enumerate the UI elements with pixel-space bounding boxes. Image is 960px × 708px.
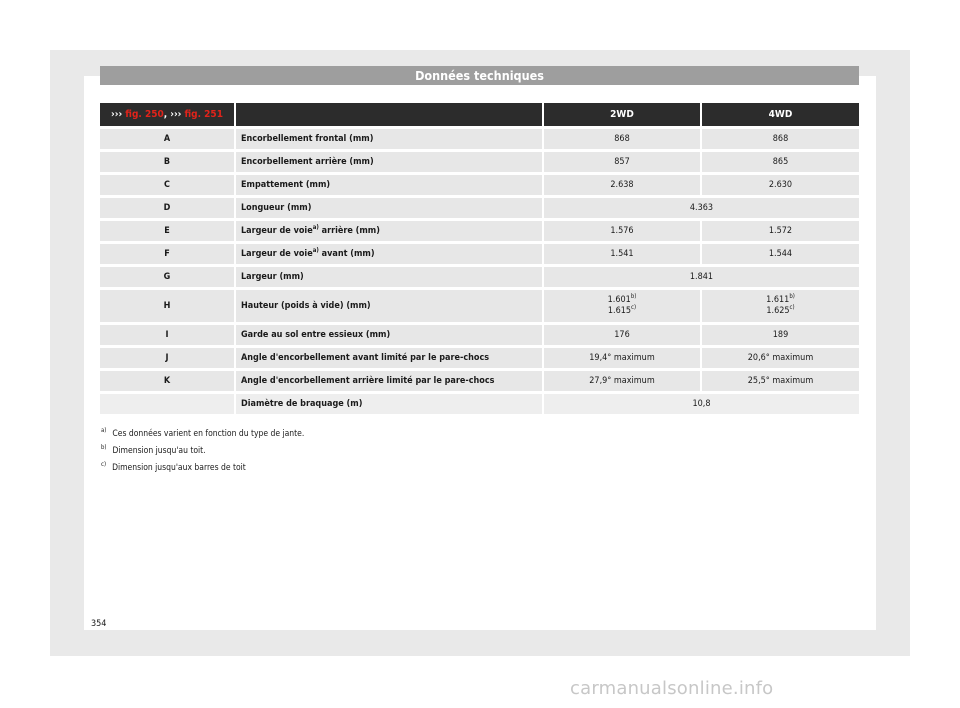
- row-id: J: [100, 348, 234, 368]
- footnote-mark: b): [101, 444, 107, 451]
- row-id: A: [100, 129, 234, 149]
- table-row: [100, 129, 859, 149]
- row-label: Angle d'encorbellement avant limité par le pare-chocs: [234, 348, 542, 368]
- row-label: Hauteur (poids à vide) (mm): [234, 290, 542, 322]
- row-label: Angle d'encorbellement arrière limité par le pare-chocs: [234, 371, 542, 391]
- row-id: G: [100, 267, 234, 287]
- row-id: I: [100, 325, 234, 345]
- table-row: [100, 267, 859, 287]
- fig-250-link[interactable]: fig. 250: [125, 109, 164, 120]
- footnote-mark: a): [101, 427, 107, 434]
- figure-references-header: [100, 103, 234, 126]
- value-2wd: 1.541: [542, 244, 700, 264]
- footnote-text: Dimension jusqu'aux barres de toit: [112, 462, 246, 473]
- section-title: Données techniques: [100, 66, 859, 85]
- table-row: [100, 175, 859, 195]
- footnote-ref: a): [312, 224, 319, 231]
- height-to-roof: 1.601: [607, 295, 631, 305]
- value-2wd: 857: [542, 152, 700, 172]
- value-2wd: [542, 290, 700, 322]
- footnote-ref: b): [789, 293, 795, 300]
- fig-251-link[interactable]: fig. 251: [184, 109, 223, 120]
- footnote-mark: c): [101, 461, 107, 468]
- value-4wd: 868: [700, 129, 859, 149]
- table-header-row: [100, 103, 859, 126]
- table-row: [100, 325, 859, 345]
- table-row: [100, 198, 859, 218]
- table-row: [100, 371, 859, 391]
- row-label: [234, 244, 542, 264]
- value-2wd: 2.638: [542, 175, 700, 195]
- technical-data-table: [100, 100, 859, 417]
- row-id: [100, 394, 234, 414]
- 4wd-column-header: 4WD: [700, 103, 859, 126]
- row-label: Empattement (mm): [234, 175, 542, 195]
- value-2wd: 19,4° maximum: [542, 348, 700, 368]
- height-to-roof-bars: 1.615: [607, 306, 632, 316]
- value-4wd: 25,5° maximum: [700, 371, 859, 391]
- watermark: carmanualsonline.info: [570, 678, 774, 699]
- table-row: [100, 152, 859, 172]
- row-id: K: [100, 371, 234, 391]
- height-to-roof-bars: 1.625: [766, 306, 790, 316]
- table-row: [100, 221, 859, 241]
- page-number: 354: [91, 619, 107, 629]
- value-4wd: 20,6° maximum: [700, 348, 859, 368]
- row-id: F: [100, 244, 234, 264]
- value-4wd: 1.544: [700, 244, 859, 264]
- value-4wd: 189: [700, 325, 859, 345]
- footnote-ref: b): [630, 293, 637, 300]
- row-id: H: [100, 290, 234, 322]
- value-4wd: [700, 290, 859, 322]
- row-label: Encorbellement frontal (mm): [234, 129, 542, 149]
- footnote-a: [101, 425, 701, 442]
- label-text: arrière (mm): [318, 226, 380, 236]
- value-shared: 4.363: [542, 198, 859, 218]
- table-row: [100, 348, 859, 368]
- row-label: Garde au sol entre essieux (mm): [234, 325, 542, 345]
- footnote-ref: c): [631, 304, 637, 311]
- 2wd-column-header: 2WD: [542, 103, 700, 126]
- footnotes: [101, 425, 701, 476]
- row-label: Longueur (mm): [234, 198, 542, 218]
- label-text: Largeur de voie: [241, 226, 313, 236]
- label-text: avant (mm): [318, 249, 375, 259]
- table-row: [100, 244, 859, 264]
- value-2wd: 176: [542, 325, 700, 345]
- row-label: Encorbellement arrière (mm): [234, 152, 542, 172]
- footnote-ref: a): [312, 247, 319, 254]
- value-2wd: 868: [542, 129, 700, 149]
- table-row: [100, 394, 859, 414]
- value-2wd: 27,9° maximum: [542, 371, 700, 391]
- row-label: [234, 221, 542, 241]
- row-id: C: [100, 175, 234, 195]
- height-to-roof: 1.611: [766, 295, 790, 305]
- figref-separator: , ›››: [163, 109, 185, 120]
- label-text: Largeur de voie: [241, 249, 313, 259]
- value-4wd: 865: [700, 152, 859, 172]
- footnote-c: [101, 459, 701, 476]
- value-2wd: 1.576: [542, 221, 700, 241]
- value-shared: 1.841: [542, 267, 859, 287]
- footnote-ref: c): [789, 304, 795, 311]
- value-shared: 10,8: [542, 394, 859, 414]
- label-column-header: [234, 103, 542, 126]
- row-label: Diamètre de braquage (m): [234, 394, 542, 414]
- value-4wd: 1.572: [700, 221, 859, 241]
- row-id: D: [100, 198, 234, 218]
- row-label: Largeur (mm): [234, 267, 542, 287]
- figref-arrow: ›››: [111, 109, 126, 120]
- row-id: B: [100, 152, 234, 172]
- row-id: E: [100, 221, 234, 241]
- footnote-text: Dimension jusqu'au toit.: [112, 445, 206, 456]
- table-row: [100, 290, 859, 322]
- value-4wd: 2.630: [700, 175, 859, 195]
- footnote-text: Ces données varient en fonction du type de jante.: [112, 428, 305, 439]
- footnote-b: [101, 442, 701, 459]
